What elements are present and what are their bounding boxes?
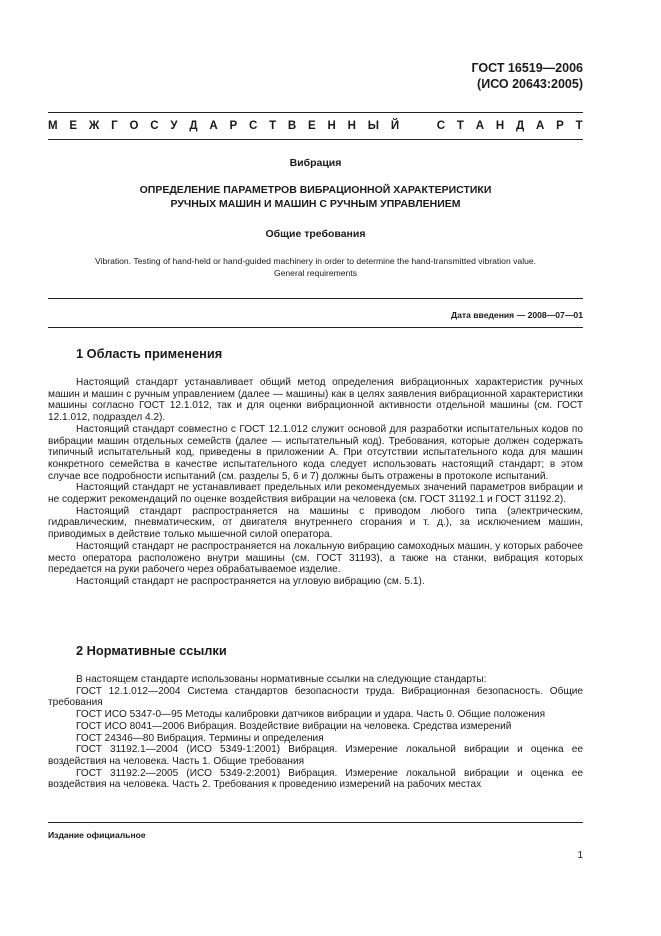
english-title <box>48 255 583 279</box>
banner-letter: А <box>209 120 218 132</box>
english-title-line-1: Vibration. Testing of hand-held or hand-guided machinery in order to determine the hand-transmitted vibration value. <box>94 256 537 266</box>
date-bottom-rule <box>48 327 583 328</box>
paragraph: Настоящий стандарт устанавливает общий метод определения вибрационных характеристик ручных машин и машин с ручным управлением (далее — машины) как в целях заявления вибрационной характеристики машины согласно ГОСТ 12.1.012, так и для оценки вибрационной активности отдельной машины (см. ГОСТ 12.1.012, подраздел 4.2). <box>48 377 583 424</box>
banner-letter: А <box>475 120 485 132</box>
banner-letter: Н <box>327 120 336 132</box>
paragraph: Настоящий стандарт не распространяется на угловую вибрацию (см. 5.1). <box>76 575 425 587</box>
banner-letter: Е <box>308 120 316 132</box>
reference-item: ГОСТ ИСО 8041—2006 Вибрация. Воздействие вибрации на человека. Средства измерений <box>76 720 512 732</box>
banner-letter: Р <box>229 120 238 132</box>
banner-letter: С <box>248 120 258 132</box>
interstate-standard-banner <box>48 120 583 132</box>
section-1-body <box>48 377 583 588</box>
paragraph: Настоящий стандарт совместно с ГОСТ 12.1.012 служит основой для разработки испытательных кодов по вибрации машин отдельных семейств (далее — испытательный код). Требования, которые должен содержать типичный испытательный код, приведены в приложении А. При отсутствии испытательного кода для машин конкретного семейства в качестве испытательного кода следует использовать настоящий стандарт; в этом случае все подробности испытаний (см. разделы 5, 6 и 7) должны быть отражены в протоколе испытаний. <box>48 423 583 482</box>
reference-item: ГОСТ 31192.1—2004 (ИСО 5349-1:2001) Вибрация. Измерение локальной вибрации и оценка ее воздействия на человека. Часть 1. Общие требования <box>48 744 583 767</box>
iso-number: (ИСО 20643:2005) <box>477 77 583 91</box>
banner-letter: Й <box>390 120 400 132</box>
reference-item: ГОСТ 31192.2—2005 (ИСО 5349-2:2001) Вибрация. Измерение локальной вибрации и оценка ее воздействия на человека. Часть 2. Требования к проведению измерений на рабочих местах <box>48 767 583 791</box>
banner-bottom-rule <box>48 139 583 140</box>
banner-letter: Д <box>189 120 198 132</box>
section-2-heading: 2 Нормативные ссылки <box>76 643 227 658</box>
paragraph: Настоящий стандарт не распространяется на локальную вибрацию самоходных машин, у которых рабочее место оператора расположено внутри машины (см. ГОСТ 31193), а также на станки, вибрация которых передается на руки рабочего через обрабатываемое изделие. <box>48 540 583 576</box>
banner-letter: Р <box>556 120 564 132</box>
banner-letter: Н <box>495 120 505 132</box>
official-edition-label: Издание официальное <box>48 830 146 840</box>
banner-letter: Ы <box>367 120 380 132</box>
section-1-heading: 1 Область применения <box>76 346 223 361</box>
gost-number: ГОСТ 16519—2006 <box>471 61 583 75</box>
paragraph: Настоящий стандарт распространяется на машины с приводом любого типа (электрическим, гидравлическим, пневматическим, от двигателя внутреннего сгорания и т. д.), за исключением машин, приводимых в действие только мышечной силой оператора. <box>48 505 583 541</box>
page-number: 1 <box>577 850 583 861</box>
banner-letter: Т <box>456 120 464 132</box>
banner-letter: С <box>150 120 159 132</box>
sub-title: Общие требования <box>265 228 366 240</box>
banner-letter: М <box>48 120 58 132</box>
english-title-line-2: General requirements <box>273 268 358 278</box>
reference-item: ГОСТ 24346—80 Вибрация. Термины и определения <box>76 732 324 744</box>
banner-letter: Н <box>347 120 356 132</box>
banner-letter: Т <box>269 120 277 132</box>
banner-letter: Е <box>69 120 78 132</box>
top-rule <box>48 112 583 113</box>
banner-letter: Г <box>111 120 118 132</box>
footer-rule <box>48 822 583 823</box>
banner-letter: У <box>170 120 178 132</box>
main-title-line-1: ОПРЕДЕЛЕНИЕ ПАРАМЕТРОВ ВИБРАЦИОННОЙ ХАРАКТЕРИСТИКИ <box>139 184 492 196</box>
paragraph: В настоящем стандарте использованы нормативные ссылки на следующие стандарты: <box>76 674 487 685</box>
banner-letter: Ж <box>88 120 100 132</box>
main-title-line-2: РУЧНЫХ МАШИН И МАШИН С РУЧНЫМ УПРАВЛЕНИЕМ <box>170 198 461 210</box>
standard-number-block <box>471 60 583 92</box>
banner-letter: О <box>129 120 139 132</box>
introduction-date: Дата введения — 2008—07—01 <box>450 310 583 320</box>
banner-letter: Д <box>515 120 525 132</box>
reference-item: ГОСТ 12.1.012—2004 Система стандартов безопасности труда. Вибрационная безопасность. Общие требования <box>48 685 583 709</box>
title-bottom-rule <box>48 298 583 299</box>
reference-item: ГОСТ ИСО 5347-0—95 Методы калибровки датчиков вибрации и удара. Часть 0. Общие положения <box>76 709 546 721</box>
section-2-body <box>48 674 583 791</box>
main-title <box>48 183 583 211</box>
banner-letter: В <box>287 120 297 132</box>
paragraph: Настоящий стандарт не устанавливает предельных или рекомендуемых значений параметров вибрации и не содержит рекомендаций по оценке воздействия вибрации на человека (см. ГОСТ 31192.1 и ГОСТ 31192.2). <box>48 482 583 506</box>
banner-letter: Т <box>575 120 583 132</box>
banner-letter: А <box>535 120 545 132</box>
subject-title: Вибрация <box>289 157 342 169</box>
banner-letter: С <box>436 120 446 132</box>
